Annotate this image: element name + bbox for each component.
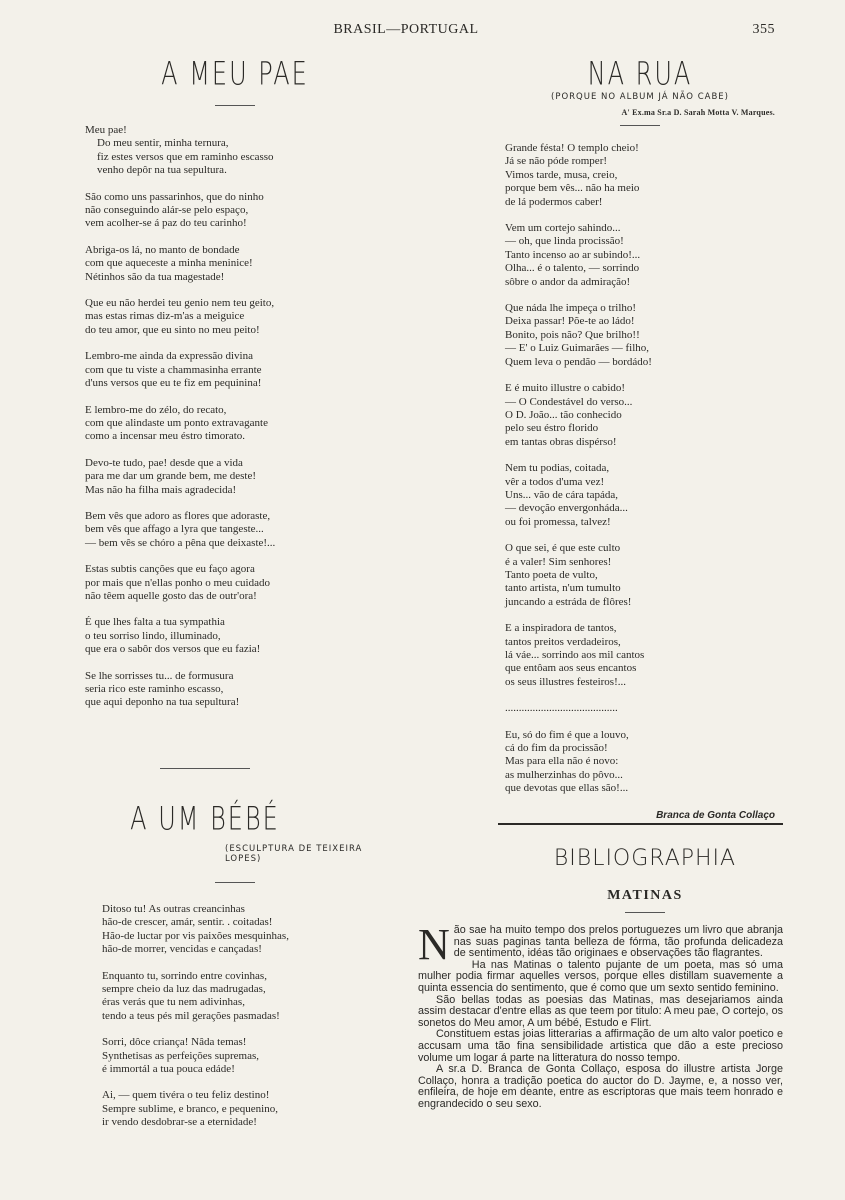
author-signature: Branca de Gonta Collaço (656, 809, 775, 821)
poem-subtitle: (PORQUE NO ALBUM JÁ NÃO CABE) (551, 92, 729, 102)
stanza (102, 1036, 395, 1076)
verse-line: É que lhes falta a tua sympathia (85, 616, 225, 629)
stanza (102, 1089, 395, 1129)
verse-line: Bem vês que adoro as flores que adoraste, (85, 509, 271, 522)
review-paragraph: Constituem estas joias litterarias a affirmação de um alto valor poetico e accusam uma tão fina sensibilidade artistica que dão a este precioso volume um logar á parte na litteratura do nosso tempo. (418, 1028, 783, 1064)
stanza (85, 510, 385, 550)
verse-line: Grande fésta! O templo cheio! (505, 142, 639, 154)
verse-line: Ditoso tu! As outras creancinhas (102, 903, 245, 915)
review-paragraph: Ha nas Matinas o talento pujante de um poeta, mas só uma mulher podia firmar aquelles versos, porque elles distillam suavemente a quinta essencia do sentimento, que é como que um sexto sentido feminino. (418, 958, 783, 994)
verse-line: por mais que n'ellas ponho o meu cuidado (85, 576, 270, 589)
verse-line: Synthetisas as perfeições supremas, (102, 1049, 260, 1062)
verse-line: é immortál a tua pouca edáde! (102, 1063, 235, 1076)
verse-line: Meu pae! (85, 124, 127, 136)
verse-line: Vimos tarde, musa, creio, (505, 168, 618, 181)
verse-line: Enquanto tu, sorrindo entre covinhas, (102, 969, 267, 982)
verse-line: venho depôr na tua sepultura. (97, 164, 227, 177)
verse-line: de lá podermos caber! (505, 195, 603, 208)
verse-line: tendo a teus pés mil gerações pasmadas! (102, 1009, 280, 1022)
verse-line: O que sei, é que este culto (505, 542, 621, 555)
stanza (505, 302, 775, 369)
stanza (85, 563, 385, 603)
verse-line: não têem aquelle gosto das de outr'ora! (85, 589, 257, 602)
verse-line: como a incensar meu éstro timorato. (85, 430, 246, 443)
stanza (85, 616, 385, 656)
verse-line: Tanto incenso ao ar subindo!... (505, 248, 641, 261)
verse-line: Mas para ella não é novo: (505, 755, 619, 768)
verse-line: Nétinhos são da tua magestade! (85, 270, 225, 283)
verse-line: Ai, — quem tivéra o teu feliz destino! (102, 1089, 270, 1102)
verse-line: com que tu viste a chammasinha errante (85, 363, 262, 376)
verse-line: para me dar um grande bem, me deste! (85, 470, 257, 483)
verse-line: porque bem vês... não ha meio (505, 182, 640, 195)
review-paragraph: Não sae ha muito tempo dos prelos portuguezes um livro que abranja nas suas paginas tanta belleza de fórma, tão profunda delicadeza de sentimento, idéas tão originaes e observações tão flagrantes. (418, 920, 783, 969)
stanza (85, 404, 385, 444)
verse-line: ou foi promessa, talvez! (505, 515, 611, 528)
poem-body (505, 142, 775, 822)
verse-line: Deixa passar! Põe-te ao ládo! (505, 315, 635, 328)
stanza (85, 124, 385, 178)
bibliography-heading: BIBLIOGRAPHIA (553, 846, 737, 871)
verse-line: vem acolher-se á paz do teu carinho! (85, 217, 247, 230)
verse-line: que aqui deponho na tua sepultura! (85, 696, 240, 709)
verse-line: — E' o Luiz Guimarães — filho, (505, 342, 650, 355)
verse-line: Hão-de luctar por vis paixões mesquinhas, (102, 929, 289, 942)
review-paragraph: São bellas todas as poesias das Matinas, mas desejariamos ainda assim destacar d'entre ellas as que teem por titulo: A meu pae, O cortejo, os sonetos do Meu amor, A um bébé, Estudo e Flirt. (418, 993, 783, 1029)
page-number: 355 (752, 22, 775, 37)
verse-line: que entôam aos seus encantos (505, 662, 637, 675)
verse-line: sôbre o andor da admiração! (505, 275, 631, 288)
poem-title: NA RUA (587, 55, 693, 93)
verse-line: Sempre sublime, e branco, e pequenino, (102, 1102, 278, 1115)
section-rule (498, 823, 783, 825)
divider (160, 768, 250, 769)
verse-line: tanto artista, n'um tumulto (505, 582, 621, 595)
bibliography-review (418, 920, 783, 1111)
stanza (85, 297, 385, 337)
stanza (102, 970, 395, 1024)
verse-line: juncando a estráda de flôres! (505, 595, 632, 608)
stanza (505, 382, 775, 449)
verse-line: O D. João... tão conhecido (505, 408, 622, 421)
ellipsis-line: ......................................... (505, 702, 618, 715)
verse-line: Uns... vão de cára tapáda, (505, 488, 619, 501)
verse-line: E a inspiradora de tantos, (505, 622, 617, 635)
stanza (505, 462, 775, 529)
stanza (85, 670, 385, 710)
verse-line: vêr a todos d'uma vez! (505, 475, 605, 488)
stanza (505, 622, 775, 689)
verse-line: que era o sabôr dos versos que eu fazia! (85, 643, 261, 656)
journal-title: BRASIL—PORTUGAL (333, 22, 479, 37)
verse-line: E lembro-me do zélo, do recato, (85, 403, 227, 416)
verse-line: Estas subtis canções que eu faço agora (85, 563, 255, 576)
verse-line: Já se não póde romper! (505, 155, 608, 168)
verse-line: Olha... é o talento, — sorrindo (505, 262, 640, 275)
verse-line: com que aqueceste a minha meninice! (85, 257, 253, 270)
review-paragraph: A sr.a D. Branca de Gonta Collaço, esposa do illustre artista Jorge Collaço, honra a tradição poetica do auctor do D. Jayme, e, a nosso ver, enfileira, de hoje em deante, entre as escriptoras que mais teem honrado e engrandecido o seu sexo. (418, 1063, 783, 1110)
verse-line: Sorri, dôce criança! Nâda temas! (102, 1036, 247, 1049)
drop-cap: N (418, 920, 450, 969)
verse-line: Lembro-me ainda da expressão divina (85, 350, 253, 363)
poem-body (75, 903, 395, 1130)
stanza (85, 191, 385, 231)
divider (620, 125, 660, 126)
verse-line: hão-de morrer, vencidas e cançadas! (102, 943, 262, 956)
poem-subtitle: (ESCULPTURA DE TEIXEIRA LOPES) (225, 844, 363, 864)
stanza (85, 457, 385, 497)
verse-line: hão-de crescer, amár, sentir. . coitadas! (102, 916, 273, 929)
verse-line: Tanto poeta de vulto, (505, 568, 598, 581)
verse-line: tantos preitos verdadeiros, (505, 635, 621, 648)
book-title: MATINAS (607, 888, 683, 903)
verse-line: seria rico este raminho escasso, (85, 683, 224, 695)
stanza (102, 903, 395, 957)
verse-line: — devoção envergonháda... (505, 502, 628, 515)
poem-body (85, 124, 385, 710)
verse-line: São como uns passarinhos, que do ninho (85, 190, 264, 203)
stanza (505, 222, 775, 289)
verse-line: cá do fim da procissão! (505, 742, 608, 755)
dedication: A' Ex.ma Sr.a D. Sarah Motta V. Marques. (621, 108, 775, 117)
verse-line: pelo seu éstro florido (505, 422, 599, 435)
poem-title: A UM BÉBÉ (130, 800, 280, 838)
verse-line: lá váe... sorrindo aos mil cantos (505, 649, 645, 661)
poem-title: A MEU PAE (161, 55, 309, 93)
verse-line: sempre cheio da luz das madrugadas, (102, 983, 266, 996)
verse-line: mas estas rimas diz-m'as a meiguice (85, 310, 245, 323)
verse-line: ir vendo desdobrar-se a eternidade! (102, 1116, 257, 1129)
verse-line: é a valer! Sim senhores! (505, 555, 612, 568)
divider (625, 912, 665, 913)
verse-line: Se lhe sorrisses tu... de formusura (85, 669, 234, 682)
verse-line: Mas não ha filha mais agradecida! (85, 483, 237, 496)
verse-line: — oh, que linda procissão! (505, 235, 624, 248)
stanza (85, 350, 385, 390)
poem-na-rua (505, 55, 775, 822)
verse-line: Do meu sentir, minha ternura, (97, 137, 229, 150)
verse-line: E é muito illustre o cabido! (505, 382, 626, 395)
verse-line: que devotas que ellas são!... (505, 782, 629, 795)
poem-a-meu-pae (85, 55, 385, 723)
verse-line: Vem um cortejo sahindo... (505, 222, 621, 235)
poem-a-um-bebe (75, 800, 395, 1143)
verse-line: com que alindaste um ponto extravagante (85, 416, 268, 429)
verse-line: Que eu não herdei teu genio nem teu geito, (85, 297, 275, 310)
verse-line: em tantas obras dispérso! (505, 435, 617, 448)
verse-line: Devo-te tudo, pae! desde que a vida (85, 456, 243, 469)
verse-line: — bem vês se chóro a pêna que deixaste!... (85, 536, 276, 549)
verse-line: Abriga-os lá, no manto de bondade (85, 243, 240, 256)
stanza (505, 542, 775, 609)
verse-line: d'uns versos que eu te fiz em pequinina! (85, 377, 262, 390)
divider (215, 882, 255, 883)
verse-line: Que náda lhe impeça o trilho! (505, 302, 637, 315)
verse-line: fiz estes versos que em raminho escasso (97, 150, 274, 163)
verse-line: bem vês que affago a lyra que tangeste... (85, 523, 264, 536)
verse-line: Quem leva o pendão — bordádo! (505, 355, 652, 368)
verse-line: Bonito, pois não? Que brilho!! (505, 328, 640, 341)
verse-line: Nem tu podias, coitada, (505, 462, 610, 475)
verse-line: éras verás que tu nem adivinhas, (102, 996, 245, 1009)
stanza (85, 244, 385, 284)
verse-line: — O Condestável do verso... (505, 395, 633, 408)
stanza (505, 142, 775, 209)
verse-line: o teu sorriso lindo, illuminado, (85, 629, 221, 642)
verse-line: do teu amor, que eu sinto no meu peito! (85, 323, 260, 336)
verse-line: as mulherzinhas do pôvo... (505, 768, 623, 781)
verse-line: os seus illustres festeiros!... (505, 675, 626, 688)
stanza (505, 729, 775, 796)
verse-line: Eu, só do fim é que a louvo, (505, 728, 629, 741)
verse-line: não conseguindo alár-se pelo espaço, (85, 204, 249, 217)
